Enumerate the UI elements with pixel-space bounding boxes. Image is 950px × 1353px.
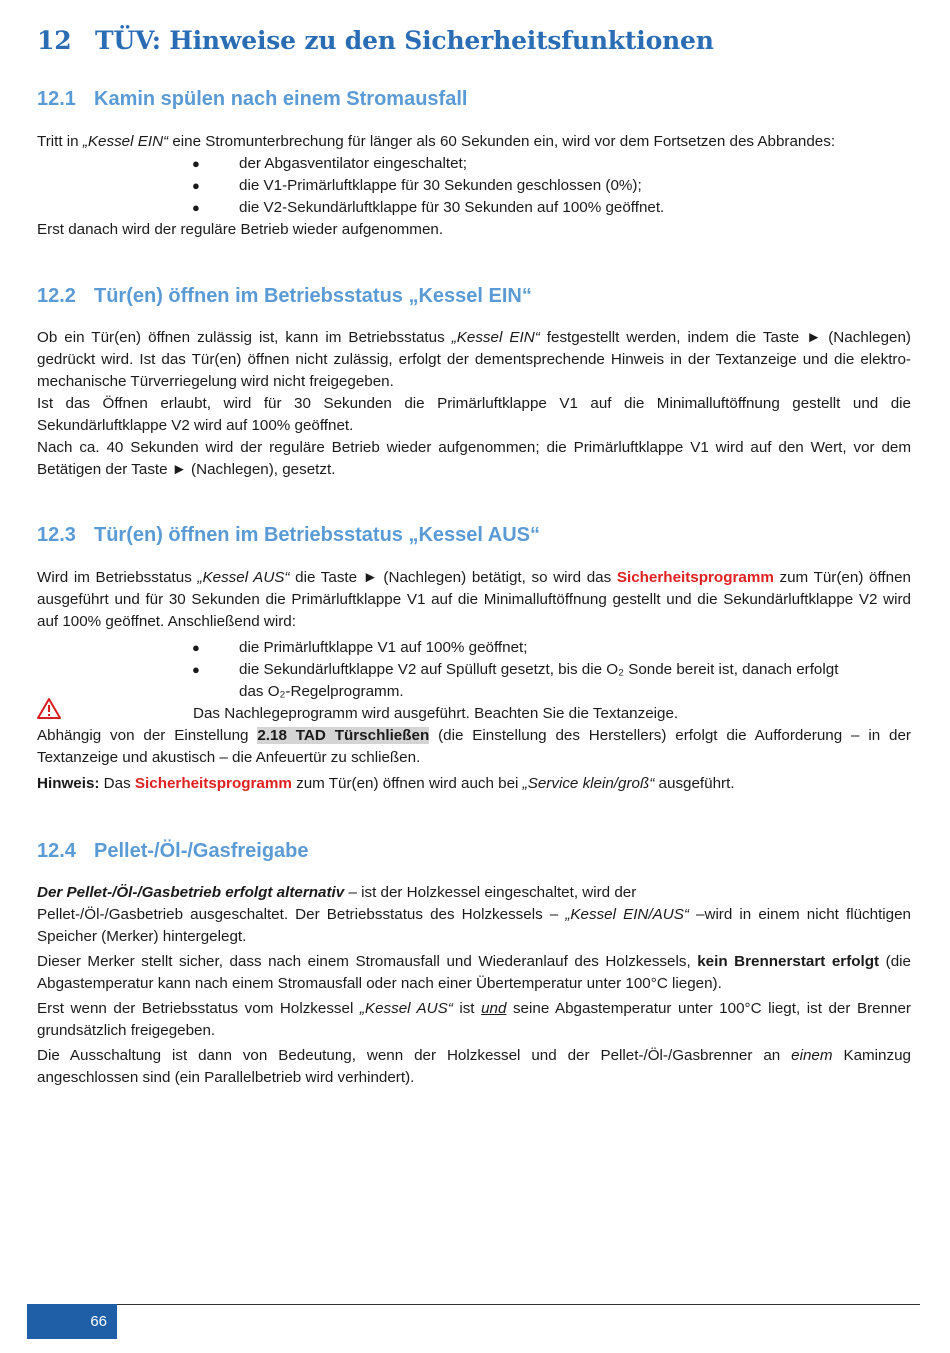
paragraph: Dieser Merker stellt sicher, dass nach einem Stromausfall und Wiederanlauf des Holzkessels, kein Brennerstart erfolgt (die Abgastemperatur kann nach einem Stromausfall oder nach einer Übertemperatur unter 100°C liegen).: [37, 953, 912, 992]
bullet-icon: ●: [192, 200, 200, 215]
section-number: 12.2: [37, 285, 76, 307]
paragraph: Abhängig von der Einstellung 2.18 TAD Türschließen (die Einstellung des Herstellers) erfolgt die Aufforderung – in der Textanzeige und akustisch – die Anfeuertür zu schließen.: [37, 727, 911, 766]
paragraph: Ist das Öffnen erlaubt, wird für 30 Sekunden die Primärluftklappe V1 auf die Minimalluftöffnung gestellt und die Sekundärluftklappe V2 wird auf 100% geöffnet.: [37, 395, 911, 434]
section-heading-12-1: [37, 88, 467, 111]
section-heading-12-3: [37, 524, 540, 547]
paragraph: Ob ein Tür(en) öffnen zulässig ist, kann im Betriebsstatus „Kessel EIN“ festgestellt werden, indem die Taste ► (Nachlegen) gedrückt wird. Ist das Tür(en) öffnen nicht zulässig, erfolgt der dementsprechende Hinweis in der Textanzeige und die elektro-mechanische Türverriegelung wird nicht freigegeben.: [37, 329, 911, 390]
chapter-number: 12: [37, 26, 72, 55]
paragraph: Erst danach wird der reguläre Betrieb wieder aufgenommen.: [37, 221, 444, 238]
chapter-title: TÜV: Hinweise zu den Sicherheitsfunktionen: [95, 26, 714, 55]
section-title: Kamin spülen nach einem Stromausfall: [94, 88, 468, 110]
section-number: 12.1: [37, 88, 76, 110]
bullet-icon: ●: [192, 662, 200, 677]
bullet-icon: ●: [192, 178, 200, 193]
paragraph: Der Pellet-/Öl-/Gasbetrieb erfolgt alternativ – ist der Holzkessel eingeschaltet, wird der: [37, 884, 637, 901]
note-label: Hinweis:: [37, 775, 100, 792]
bullet-icon: ●: [192, 640, 200, 655]
footer-rule: [27, 1304, 920, 1305]
section-title: Pellet-/Öl-/Gasfreigabe: [94, 840, 309, 862]
section-heading-12-4: [37, 840, 309, 863]
section-title: Tür(en) öffnen im Betriebsstatus „Kessel EIN“: [94, 285, 532, 307]
chapter-heading: [37, 26, 714, 55]
warning-icon: [37, 697, 61, 719]
section-number: 12.3: [37, 524, 76, 546]
paragraph: Nach ca. 40 Sekunden wird der reguläre Betrieb wieder aufgenommen; die Primärluftklappe V1 wird auf den Wert, vor dem Betätigen der Taste ► (Nachlegen), gesetzt.: [37, 439, 911, 478]
bullet-icon: ●: [192, 156, 200, 171]
section-number: 12.4: [37, 840, 76, 862]
section-title: Tür(en) öffnen im Betriebsstatus „Kessel AUS“: [94, 524, 541, 546]
paragraph: Erst wenn der Betriebsstatus vom Holzkessel „Kessel AUS“ ist und seine Abgastemperatur unter 100°C liegt, ist der Brenner grundsätzlich freigegeben.: [37, 1000, 911, 1039]
page-number: 66: [27, 1304, 117, 1339]
paragraph: Pellet-/Öl-/Gasbetrieb ausgeschaltet. Der Betriebsstatus des Holzkessels – „Kessel EIN/AUS“ –wird in einem nicht flüchtigen Speicher (Merker) hintergelegt.: [37, 906, 912, 945]
paragraph: Die Ausschaltung ist dann von Bedeutung, wenn der Holzkessel und der Pellet-/Öl-/Gasbrenner an einem Kaminzug angeschlossen sind (ein Parallelbetrieb wird verhindert).: [37, 1047, 911, 1086]
setting-reference: 2.18 TAD Türschließen: [257, 727, 430, 744]
warning-text: Das Nachlegeprogramm wird ausgeführt. Beachten Sie die Textanzeige.: [193, 705, 679, 722]
note: Hinweis: Das Sicherheitsprogramm zum Tür(en) öffnen wird auch bei „Service klein/groß“ ausgeführt.: [37, 775, 735, 792]
paragraph: Tritt in „Kessel EIN“ eine Stromunterbrechung für länger als 60 Sekunden ein, wird vor dem Fortsetzen des Abbrandes:: [37, 133, 836, 150]
section-heading-12-2: [37, 285, 532, 308]
paragraph: Wird im Betriebsstatus „Kessel AUS“ die Taste ► (Nachlegen) betätigt, so wird das Sicherheitsprogramm zum Tür(en) öffnen ausgeführt und für 30 Sekunden die Primärluftklappe V1 auf die Minimalluftöffnung gestellt und die Sekundärluftklappe V2 wird auf 100% geöffnet. Anschließend wird:: [37, 569, 911, 630]
